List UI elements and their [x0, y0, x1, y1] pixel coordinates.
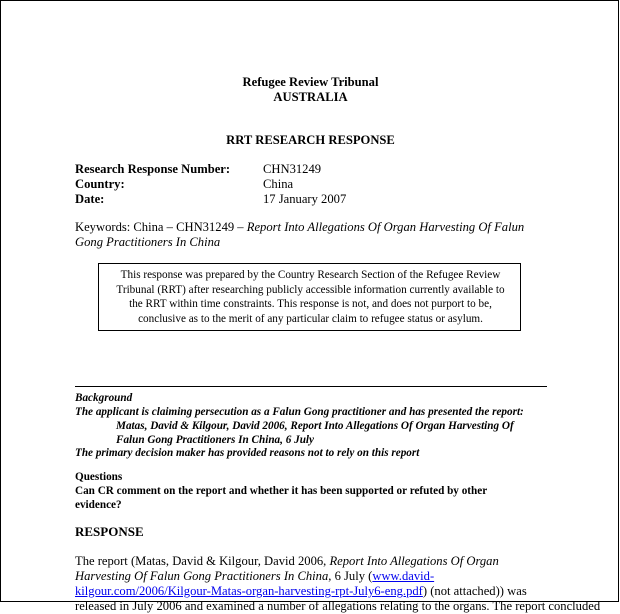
report-link[interactable]: www.david- [372, 569, 435, 583]
meta-value-date: 17 January 2007 [263, 192, 347, 206]
background-reference-line-1: Matas, David & Kilgour, David 2006, Report Into Allegations Of Organ Harvesting Of [116, 420, 514, 432]
questions-heading: Questions [75, 471, 123, 483]
background-heading: Background [75, 392, 133, 404]
meta-label-date: Date: [75, 192, 105, 206]
response-text: The report (Matas, David & Kilgour, David 2006, [75, 554, 330, 568]
background-line-last: The primary decision maker has provided reasons not to rely on this report [75, 447, 420, 459]
response-text: , 6 July ( [328, 569, 373, 583]
disclaimer-line: This response was prepared by the Country Research Section of the Refugee Review [120, 269, 501, 281]
disclaimer-line: Tribunal (RRT) after researching publicly accessible information currently available to [116, 283, 505, 296]
disclaimer-line: the RRT within time constraints. This response is not, and does not purport to be, [129, 298, 492, 310]
keywords-title-part-2: Gong Practitioners In China [75, 235, 221, 249]
disclaimer-box [98, 263, 521, 331]
meta-value-country: China [263, 177, 294, 191]
background-line: The applicant is claiming persecution as a Falun Gong practitioner and has presented the report: [75, 406, 524, 418]
keywords-line-1 [75, 220, 524, 235]
disclaimer-line: conclusive as to the merit of any particular claim to refugee status or asylum. [138, 312, 483, 325]
org-country: AUSTRALIA [273, 90, 348, 104]
meta-label-country: Country: [75, 177, 125, 191]
response-report-title-1: Report Into Allegations Of Organ [329, 554, 499, 568]
document-title: RRT RESEARCH RESPONSE [226, 133, 395, 147]
questions-line-1: Can CR comment on the report and whether it has been supported or refuted by other [75, 485, 488, 497]
keywords-title-part-1: Report Into Allegations Of Organ Harvesting Of Falun [246, 220, 525, 234]
meta-value-research-number: CHN31249 [263, 162, 322, 176]
meta-label-research-number: Research Response Number: [75, 162, 231, 176]
questions-line-2: evidence? [75, 499, 122, 511]
background-reference-line-2: Falun Gong Practitioners In China, 6 July [116, 434, 315, 446]
response-line-1 [75, 554, 499, 569]
keywords-prefix: Keywords: China – CHN31249 – [75, 220, 247, 234]
org-name: Refugee Review Tribunal [242, 75, 379, 89]
section-divider [75, 386, 547, 387]
response-line-3 [75, 584, 527, 599]
response-report-title-2: Harvesting Of Falun Gong Practitioners In China [75, 569, 329, 583]
response-heading: RESPONSE [75, 524, 144, 539]
report-link-continued[interactable]: kilgour.com/2006/Kilgour-Matas-organ-harvesting-rpt-July6-eng.pdf [75, 584, 423, 598]
response-line-2 [75, 569, 434, 584]
response-line-4-cut: released in July 2006 and examined a number of allegations relating to the organs. The report concluded [75, 599, 601, 613]
response-text: ) (not attached)) was [422, 584, 527, 598]
